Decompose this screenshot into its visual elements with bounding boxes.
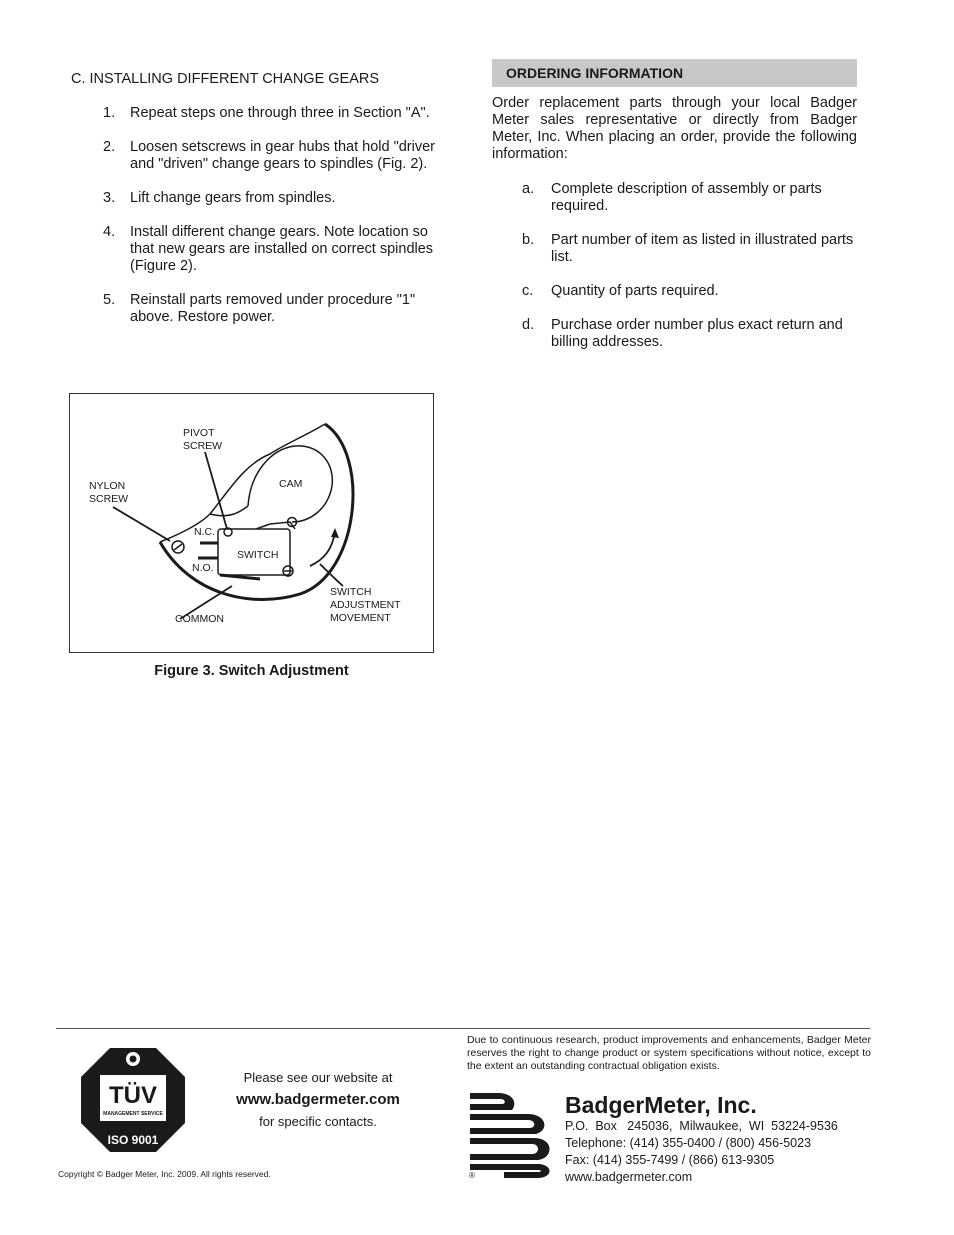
badger-b-icon bbox=[468, 1090, 554, 1180]
list-item bbox=[103, 292, 443, 326]
step-number: 5. bbox=[103, 292, 116, 308]
step-number: 3. bbox=[103, 190, 116, 206]
badger-meter-logo bbox=[468, 1090, 554, 1180]
step-text: Reinstall parts removed under procedure "1" above. Restore power. bbox=[130, 292, 416, 325]
copyright-text: Copyright © Badger Meter, Inc. 2009. All rights reserved. bbox=[58, 1169, 271, 1179]
company-website[interactable]: www.badgermeter.com bbox=[565, 1170, 693, 1184]
address-line: P.O. Box 245036, Milwaukee, WI 53224-9536 bbox=[565, 1119, 838, 1133]
item-letter: d. bbox=[522, 317, 535, 333]
figure-caption: Figure 3. Switch Adjustment bbox=[154, 663, 349, 679]
ordering-heading: ORDERING INFORMATION bbox=[492, 59, 857, 87]
list-item bbox=[522, 317, 857, 351]
list-item bbox=[103, 139, 443, 173]
ordering-intro: Order replacement parts through your local Badger Meter sales representative or directly from Badger Meter, Inc. When placing an order, provide the following information: bbox=[492, 95, 857, 162]
list-item bbox=[522, 232, 857, 266]
list-item bbox=[103, 224, 443, 275]
step-number: 4. bbox=[103, 224, 116, 240]
item-text: Purchase order number plus exact return and billing addresses. bbox=[551, 317, 843, 350]
website-link[interactable]: www.badgermeter.com bbox=[236, 1091, 400, 1108]
item-letter: c. bbox=[522, 283, 534, 299]
adjustment-label-2: ADJUSTMENT bbox=[330, 599, 401, 611]
nc-label: N.C. bbox=[194, 526, 215, 538]
step-text: Repeat steps one through three in Section "A". bbox=[130, 105, 430, 121]
switch-adjustment-figure bbox=[69, 393, 434, 653]
tuv-name: TÜV bbox=[109, 1082, 157, 1109]
website-prompt: Please see our website at bbox=[243, 1070, 393, 1085]
list-item bbox=[522, 181, 857, 215]
company-name: BadgerMeter, Inc. bbox=[565, 1092, 757, 1118]
step-text: Loosen setscrews in gear hubs that hold "driver and "driven" change gears to spindles (Fig. 2). bbox=[130, 139, 435, 172]
common-label: COMMON bbox=[175, 613, 224, 625]
item-letter: b. bbox=[522, 232, 535, 248]
disclaimer-text: Due to continuous research, product improvements and enhancements, Badger Meter reserves the right to change product or system specifications without notice, except to the extent an outstanding contractual obligation exists. bbox=[467, 1034, 871, 1072]
section-c-title: C. INSTALLING DIFFERENT CHANGE GEARS bbox=[71, 71, 380, 87]
item-letter: a. bbox=[522, 181, 535, 197]
list-item bbox=[103, 190, 443, 207]
section-c-steps bbox=[103, 105, 443, 343]
cam-label: CAM bbox=[279, 478, 303, 490]
switch-label: SWITCH bbox=[237, 549, 279, 561]
registered-mark: ® bbox=[469, 1171, 475, 1180]
ordering-list bbox=[522, 181, 857, 368]
item-text: Part number of item as listed in illustrated parts list. bbox=[551, 232, 854, 265]
website-suffix: for specific contacts. bbox=[259, 1114, 377, 1129]
tuv-badge-icon bbox=[78, 1045, 188, 1155]
adjustment-label-1: SWITCH bbox=[330, 586, 372, 598]
step-text: Lift change gears from spindles. bbox=[130, 190, 336, 206]
step-text: Install different change gears. Note location so that new gears are installed on correct spindles (Figure 2). bbox=[130, 224, 434, 274]
iso-label: ISO 9001 bbox=[107, 1133, 159, 1147]
no-label: N.O. bbox=[192, 562, 214, 574]
switch-diagram bbox=[70, 394, 433, 652]
list-item bbox=[103, 105, 443, 122]
list-item bbox=[522, 283, 857, 300]
pivot-label-1: PIVOT bbox=[183, 427, 215, 439]
footer-divider bbox=[56, 1028, 870, 1029]
adjustment-label-3: MOVEMENT bbox=[330, 612, 391, 624]
nylon-label-1: NYLON bbox=[89, 480, 126, 492]
item-text: Complete description of assembly or parts required. bbox=[551, 181, 822, 214]
tuv-sub: MANAGEMENT SERVICE bbox=[103, 1111, 163, 1117]
nylon-label-2: SCREW bbox=[89, 493, 129, 505]
fax-line: Fax: (414) 355-7499 / (866) 613-9305 bbox=[565, 1153, 775, 1167]
step-number: 2. bbox=[103, 139, 116, 155]
item-text: Quantity of parts required. bbox=[551, 283, 719, 299]
telephone-line: Telephone: (414) 355-0400 / (800) 456-5023 bbox=[565, 1136, 812, 1150]
tuv-iso-logo bbox=[78, 1045, 188, 1155]
company-address bbox=[565, 1118, 838, 1186]
step-number: 1. bbox=[103, 105, 116, 121]
pivot-label-2: SCREW bbox=[183, 440, 223, 452]
